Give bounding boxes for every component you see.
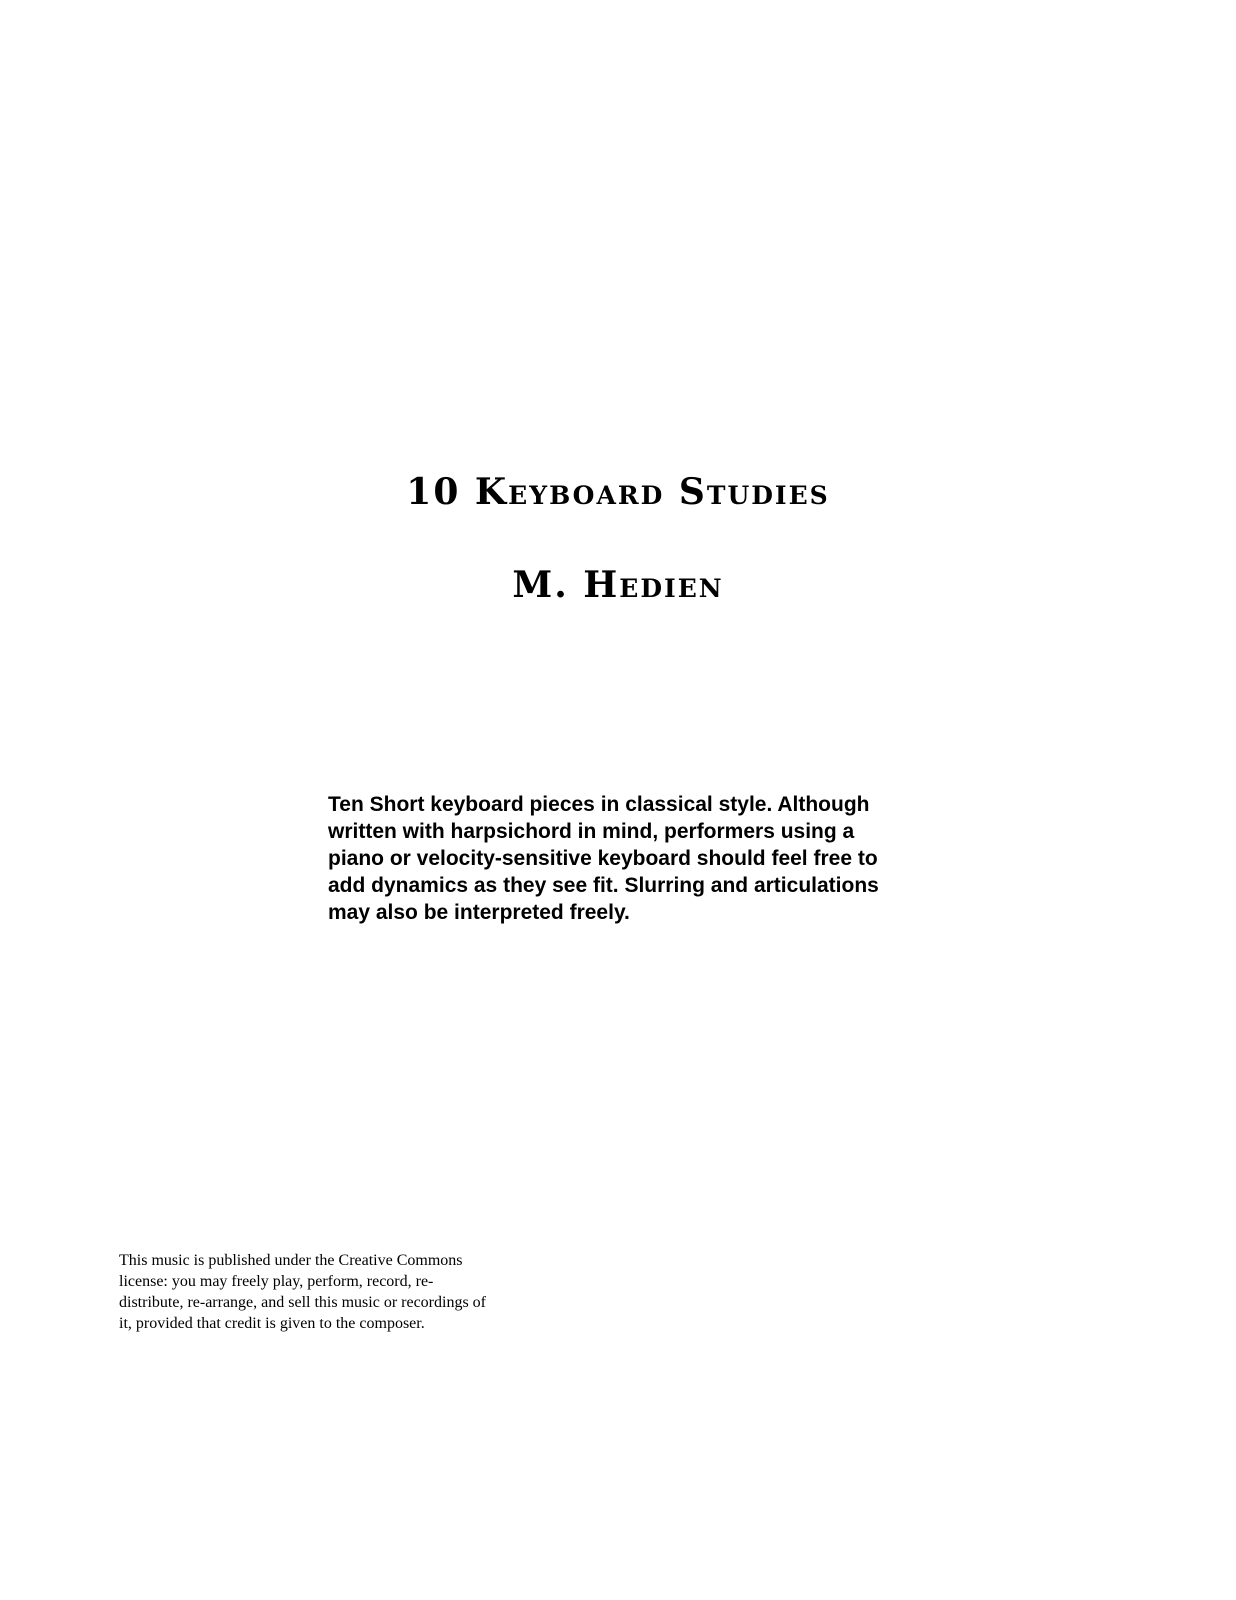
document-title: 10 Keyboard Studies (406, 471, 830, 513)
description-paragraph: Ten Short keyboard pieces in classical style. Although written with harpsichord in mind, performers using a piano or velocity-sensitive keyboard should feel free to add dynamics as they see fit. Slurring and articulations may also be interpreted freely. (328, 793, 879, 924)
author-name: M. Hedien (512, 564, 724, 606)
license-notice: This music is published under the Creative Commons license: you may freely play, perform, record, re- distribute, re-arrange, and sell this music or recordings of it, provided that credit is given to the composer. (119, 1252, 486, 1332)
